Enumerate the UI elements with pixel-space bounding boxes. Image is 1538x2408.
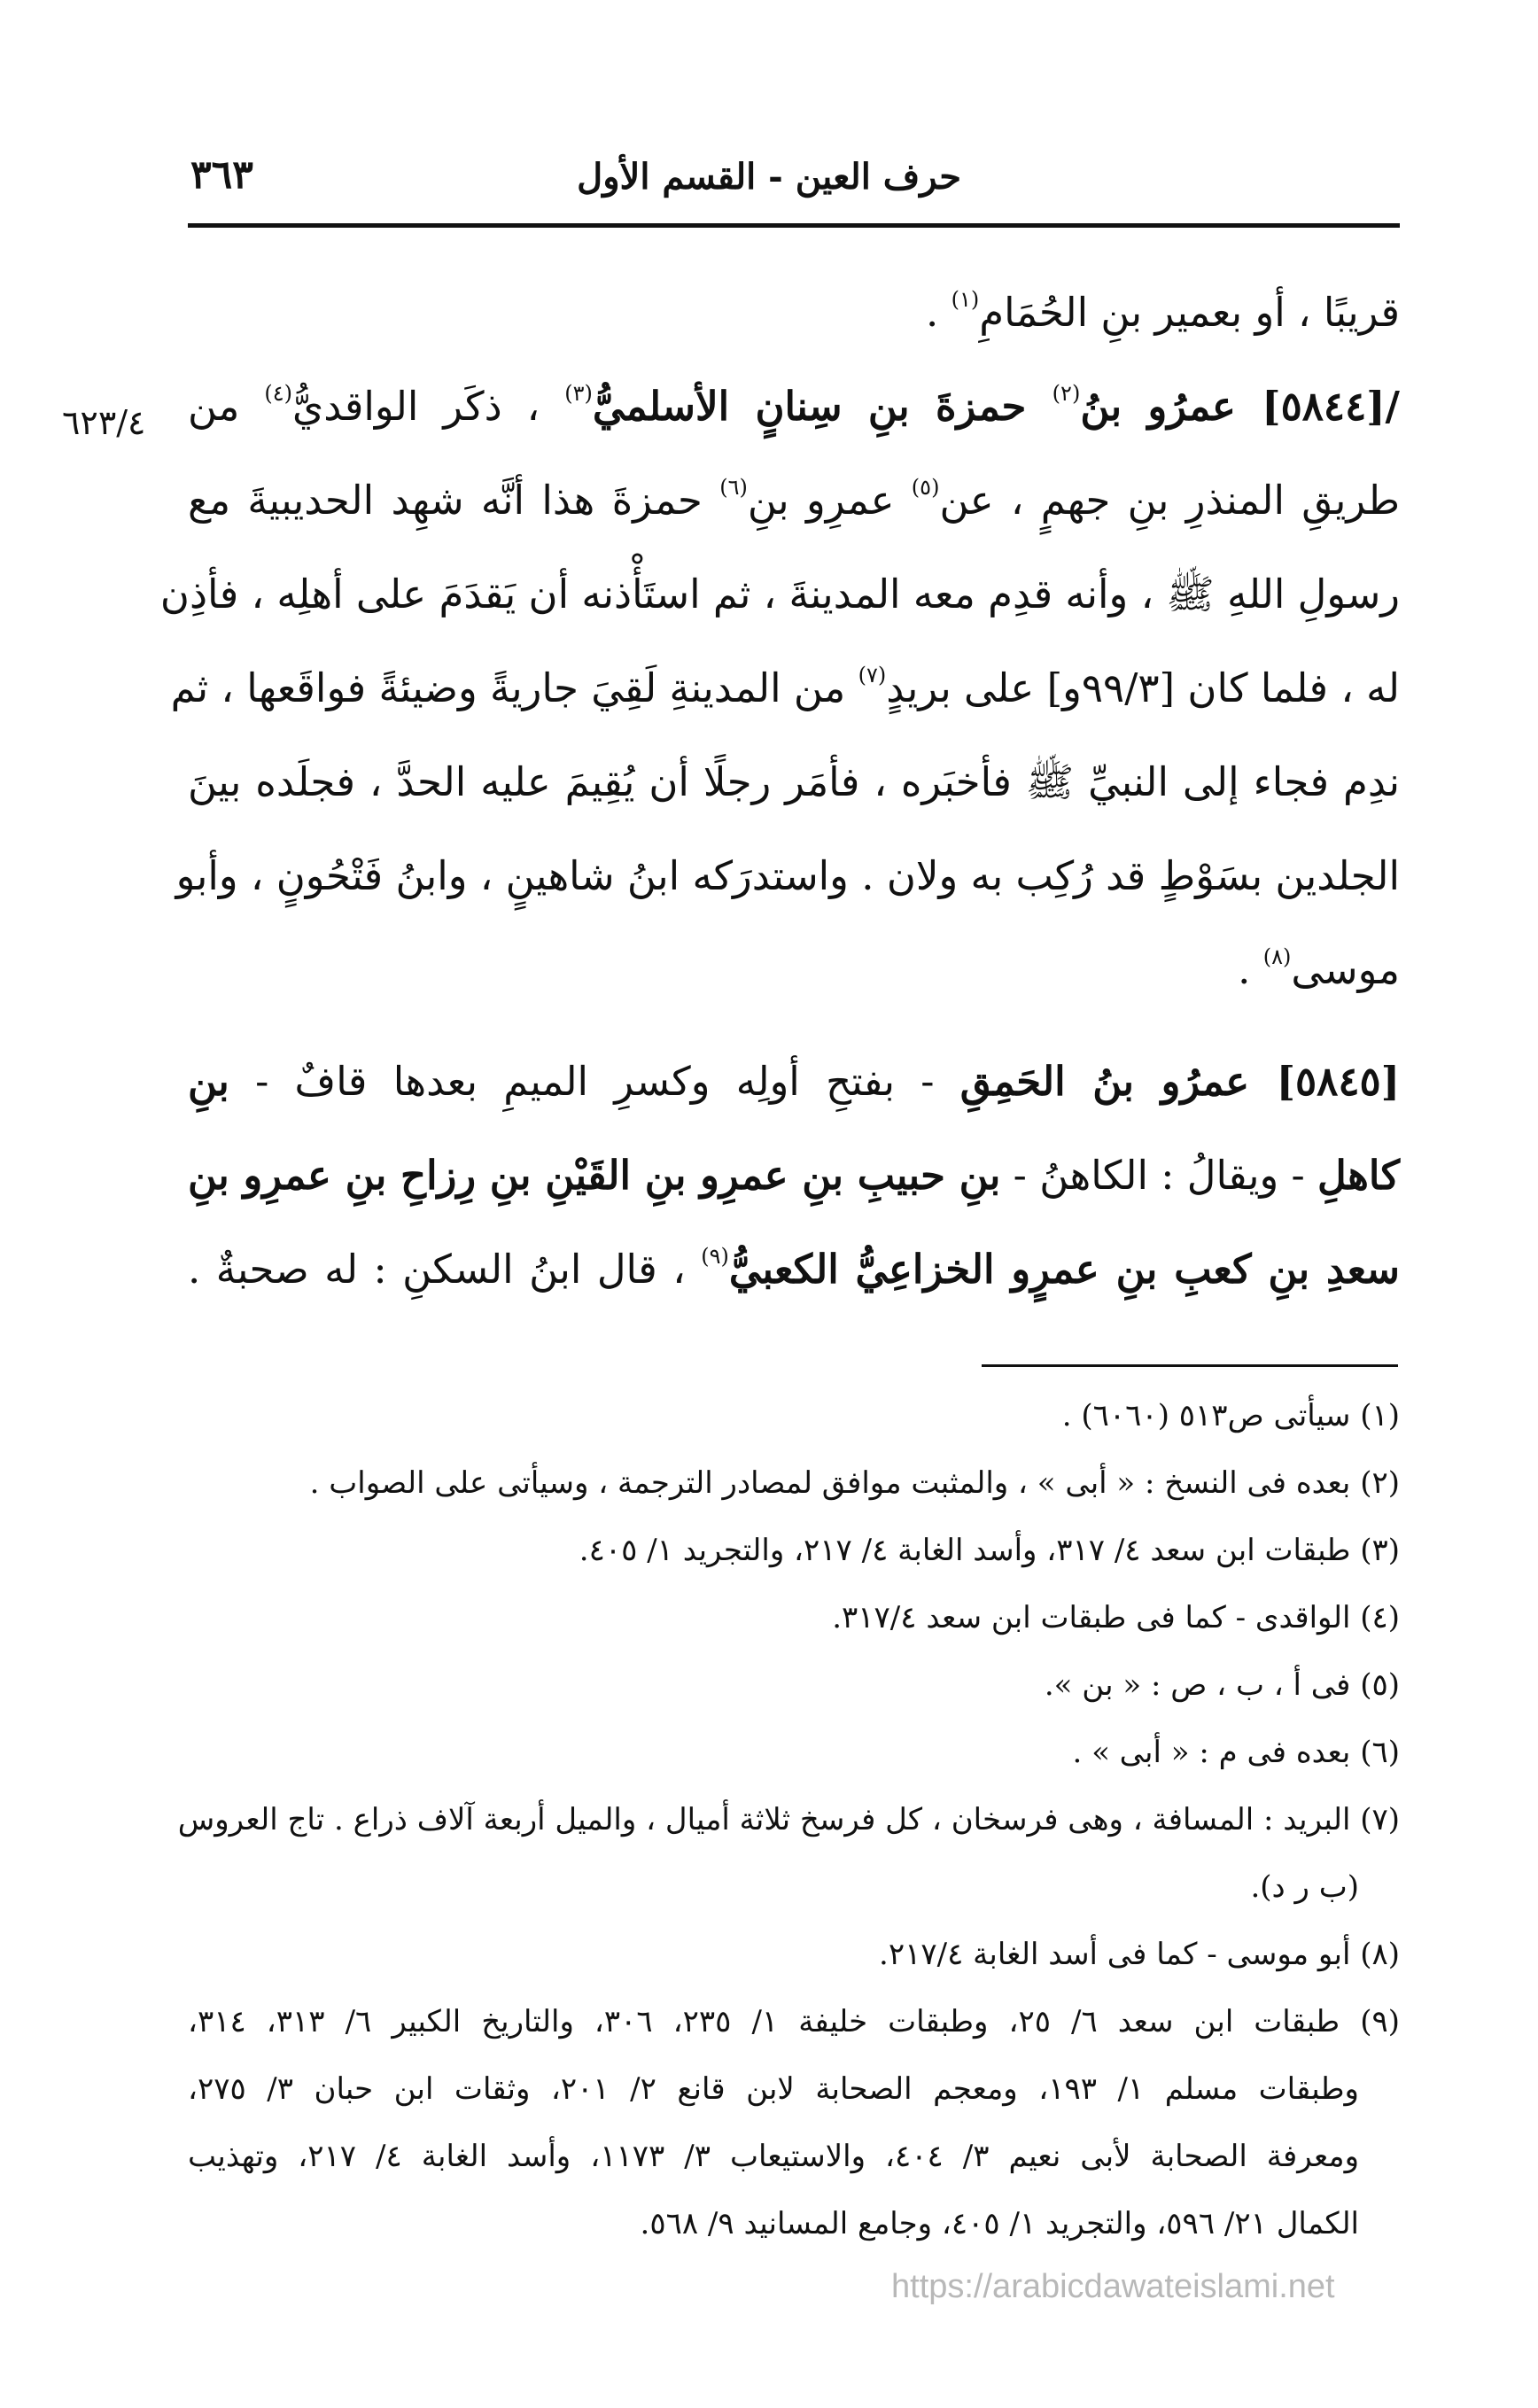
footnote-marker[interactable]: (٩) <box>701 1244 729 1269</box>
text-line-6: ندِم فجاء إلى النبيِّ ﷺ فأخبَره ، فأمَر رجلًا أن يُقِيمَ عليه الحدَّ ، فجلَده بينَ <box>188 758 1400 805</box>
footnote-marker[interactable]: (٣) <box>564 381 593 406</box>
footnote-9-continued: ومعرفة الصحابة لأبى نعيم ٣/ ٤٠٤، والاستيعاب ٣/ ١١٧٣، وأسد الغابة ٤/ ٢١٧، وتهذيب <box>188 2139 1360 2174</box>
footnote-8: (٨) أبو موسى - كما فى أسد الغابة ٢١٧/٤. <box>879 1937 1400 1972</box>
entry-5844-line-1: /[٥٨٤٤] عمرُو بنُ$^{(٢)}$ حمزةَ بنِ سِنانٍ الأسلميُّ$^{(٣)}$ ، ذكَر الواقديُّ$^{(٤)}$ من <box>188 381 1400 430</box>
footnote-marker[interactable]: (٦) <box>719 475 748 500</box>
margin-reference: ٦٢٣/٤ <box>62 403 146 442</box>
footnote-9-continued: الكمال ٢١/ ٥٩٦، والتجريد ١/ ٤٠٥، وجامع المسانيد ٩/ ٥٦٨. <box>640 2206 1359 2241</box>
footnotes <box>177 1382 1400 2257</box>
footnote-1: (١) سيأتى ص٥١٣ (٦٠٦٠) . <box>1061 1398 1400 1433</box>
footnote-marker[interactable]: (١) <box>951 287 980 312</box>
footnote-marker[interactable]: (٢) <box>1052 381 1081 406</box>
running-header <box>190 151 1395 213</box>
header-rule <box>188 223 1400 228</box>
entry-5845-line-1: [٥٨٤٥] عمرُو بنُ الحَمِقِ - بفتحِ أولِه وكسرِ الميمِ بعدها قافٌ - بنِ <box>188 1058 1400 1105</box>
footnote-6: (٦) بعده فى م : « أبى » . <box>1072 1735 1400 1770</box>
entry-5845-line-3: سعدِ بنِ كعبِ بنِ عمرٍو الخزاعِيُّ الكعبيُّ$^{(٩)}$ ، قال ابنُ السكنِ : له صحبةٌ . <box>188 1244 1400 1293</box>
footnote-9-continued: وطبقات مسلم ١/ ١٩٣، ومعجم الصحابة لابن قانع ٢/ ٢٠١، وثقات ابن حبان ٣/ ٢٧٥، <box>188 2071 1359 2107</box>
footnote-separator <box>982 1364 1398 1367</box>
footnote-marker[interactable]: (٥) <box>911 475 940 500</box>
text-line-5: له ، فلما كان [٩٩/٣و] على بريدٍ$^{(٧)}$ من المدينةِ لَقِيَ جاريةً وضيئةً فواقَعها ، ثم <box>170 663 1400 711</box>
text-line-8: موسى$^{(٨)}$ . <box>1238 944 1400 993</box>
footnote-9: (٩) طبقات ابن سعد ٦/ ٢٥، وطبقات خليفة ١/ ٢٣٥، ٣٠٦، والتاريخ الكبير ٦/ ٣١٣، ٣١٤، <box>188 2004 1400 2039</box>
text-line-7: الجلدين بسَوْطٍ قد رُكِب به ولان . واستدرَكه ابنُ شاهينٍ ، وابنُ فَتْحُونٍ ، وأبو <box>175 852 1400 899</box>
footnote-marker[interactable]: (٨) <box>1262 944 1292 969</box>
page-number: ٣٦٣ <box>190 152 253 198</box>
footnote-marker[interactable]: (٧) <box>858 663 887 687</box>
entry-heading: /[٥٨٤٤] عمرُو بنُ <box>1080 383 1400 430</box>
footnote-4: (٤) الواقدى - كما فى طبقات ابن سعد ٣١٧/٤. <box>832 1600 1400 1635</box>
main-text <box>159 266 1401 1317</box>
header-title: حرف العين - القسم الأول <box>577 156 961 198</box>
footnote-2: (٢) بعده فى النسخ : « أبى » ، والمثبت موافق لمصادر الترجمة ، وسيأتى على الصواب . <box>309 1465 1400 1501</box>
footnote-3: (٣) طبقات ابن سعد ٤/ ٣١٧، وأسد الغابة ٤/ ٢١٧، والتجريد ١/ ٤٠٥. <box>579 1533 1400 1568</box>
entry-heading: [٥٨٤٥] عمرُو بنُ الحَمِقِ <box>959 1058 1400 1105</box>
footnote-marker[interactable]: (٤) <box>264 381 293 406</box>
text-line-3: طريقِ المنذرِ بنِ جهمٍ ، عن$^{(٥)}$ عمرِو بنِ$^{(٦)}$ حمزةَ هذا أنَّه شهِد الحديبيةَ مع <box>188 475 1401 524</box>
footnote-7: (٧) البريد : المسافة ، وهى فرسخان ، كل فرسخ ثلاثة أميال ، والميل أربعة آلاف ذراع . تاج العروس <box>177 1802 1400 1837</box>
text-line-1: قريبًا ، أو بعمير بنِ الحُمَامِ$^{(١)}$ . <box>926 287 1400 336</box>
text-line-4: رسولِ اللهِ ﷺ ، وأنه قدِم معه المدينةَ ، ثم استَأْذنه أن يَقدَمَ على أهلِه ، فأذِن <box>159 571 1400 618</box>
footnote-5: (٥) فى أ ، ب ، ص : « بن ». <box>1044 1667 1400 1703</box>
entry-5845-line-2: كاهلِ - ويقالُ : الكاهنُ - بنِ حبيبِ بنِ عمرِو بنِ القَيْنِ بنِ رِزاحِ بنِ عمرِو بنِ <box>188 1152 1400 1199</box>
watermark-url: https://arabicdawateislami.net <box>891 2268 1335 2305</box>
footnote-7-continued: (ب ر د). <box>1250 1869 1359 1905</box>
